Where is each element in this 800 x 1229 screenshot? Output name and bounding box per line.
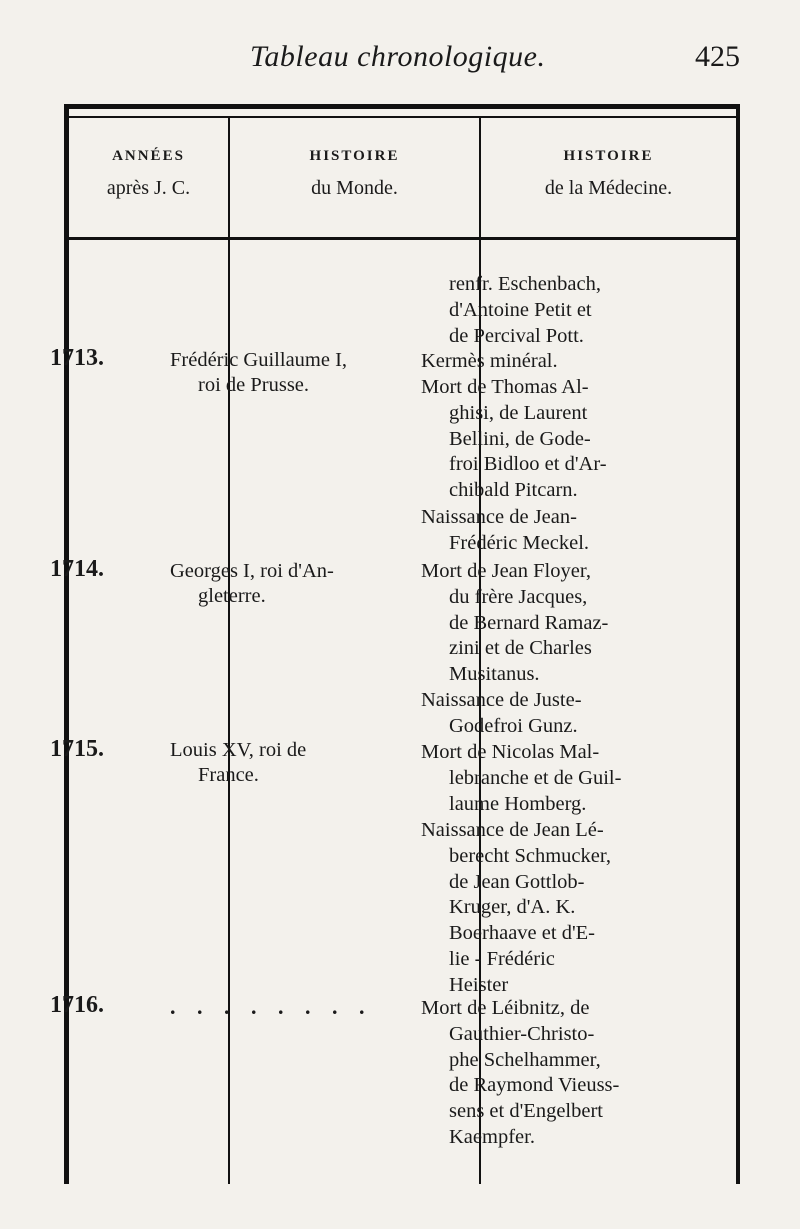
- text-line: froi Bidloo et d'Ar-: [449, 453, 607, 476]
- text-line: de Jean Gottlob-: [449, 870, 585, 893]
- leader-dots: . . . . . . . .: [170, 994, 373, 1019]
- text-line: gleterre.: [198, 585, 266, 607]
- text-line: chibald Pitcarn.: [449, 479, 578, 502]
- header-rule: [64, 237, 740, 240]
- text-line: du frère Jacques,: [449, 585, 588, 608]
- medicine-event-1716-a: [421, 996, 671, 1151]
- text-line: Georges I, roi d'An-: [170, 560, 334, 582]
- medicine-event-1715-b: [421, 818, 671, 999]
- world-event-1716: [170, 994, 415, 1019]
- text-line: Gauthier-Christo-: [449, 1022, 595, 1045]
- text-line: France.: [198, 764, 259, 786]
- text-line: lie - Frédéric: [449, 947, 555, 970]
- text-line: Kruger, d'A. K.: [449, 896, 576, 919]
- text-line: Heister: [449, 973, 509, 996]
- text-line: Naissance de Jean-: [421, 506, 577, 528]
- page-number: 425: [695, 40, 740, 73]
- text-line: d'Antoine Petit et: [449, 298, 592, 321]
- text-line: laume Homberg.: [449, 792, 587, 815]
- year-1716: 1716.: [50, 992, 104, 1018]
- column-subtitle-medicine: de la Médecine.: [544, 177, 673, 199]
- medicine-event-1713-a: [421, 349, 671, 375]
- column-title-medicine: HISTOIRE: [563, 148, 654, 164]
- text-line: de Bernard Ramaz-: [449, 611, 609, 634]
- text-line: sens et d'Engelbert: [449, 1100, 603, 1123]
- medicine-event-1715-a: [421, 740, 671, 817]
- medicine-event-1713-c: [421, 505, 671, 557]
- column-subtitle-world: du Monde.: [311, 177, 398, 199]
- text-line: renfr. Eschenbach,: [449, 273, 601, 295]
- medicine-event-1713-b: [421, 375, 671, 504]
- medicine-event-1714-b: [421, 688, 671, 740]
- text-line: Mort de Thomas Al-: [421, 376, 589, 398]
- column-title-years: ANNÉES: [112, 148, 185, 164]
- text-line: roi de Prusse.: [198, 374, 310, 396]
- text-line: de Raymond Vieuss-: [449, 1074, 620, 1097]
- text-line: Kermès minéral.: [421, 350, 558, 372]
- medicine-event-1714-a: [421, 559, 671, 688]
- text-line: Mort de Nicolas Mal-: [421, 741, 600, 763]
- world-event-1714: [170, 559, 415, 609]
- text-line: Frédéric Meckel.: [449, 531, 590, 554]
- text-line: Frédéric Guillaume I,: [170, 349, 348, 371]
- year-1713: 1713.: [50, 345, 104, 371]
- text-line: lebranche et de Guil-: [449, 766, 622, 789]
- column-subtitle-years: après J. C.: [106, 177, 191, 199]
- text-line: Naissance de Jean Lé-: [421, 819, 604, 841]
- running-head: [0, 40, 800, 80]
- column-divider-1: [228, 118, 230, 1184]
- text-line: Naissance de Juste-: [421, 689, 582, 711]
- entry-continued-medicine: [421, 272, 671, 349]
- text-line: phe Schelhammer,: [449, 1048, 601, 1071]
- column-header-medicine: [481, 104, 736, 200]
- year-1714: 1714.: [50, 556, 104, 582]
- year-1715: 1715.: [50, 736, 104, 762]
- column-header-years: [69, 104, 228, 200]
- text-line: Musitanus.: [449, 663, 540, 686]
- column-title-world: HISTOIRE: [309, 148, 400, 164]
- running-title: Tableau chronologique.: [250, 40, 546, 73]
- text-line: ghisi, de Laurent: [449, 401, 588, 424]
- text-line: de Percival Pott.: [449, 324, 584, 347]
- right-rule: [736, 104, 740, 1184]
- column-header-world: [230, 104, 479, 200]
- left-rule: [64, 104, 69, 1184]
- text-line: Godefroi Gunz.: [449, 714, 578, 737]
- world-event-1713: [170, 348, 415, 398]
- world-event-1715: [170, 738, 415, 788]
- text-line: Mort de Léibnitz, de: [421, 997, 590, 1019]
- text-line: Bellini, de Gode-: [449, 427, 591, 450]
- text-line: Louis XV, roi de: [170, 739, 307, 761]
- text-line: berecht Schmucker,: [449, 844, 611, 867]
- text-line: Kaempfer.: [449, 1125, 535, 1148]
- text-line: Boerhaave et d'E-: [449, 922, 595, 945]
- text-line: Mort de Jean Floyer,: [421, 560, 591, 582]
- text-line: zini et de Charles: [449, 637, 592, 660]
